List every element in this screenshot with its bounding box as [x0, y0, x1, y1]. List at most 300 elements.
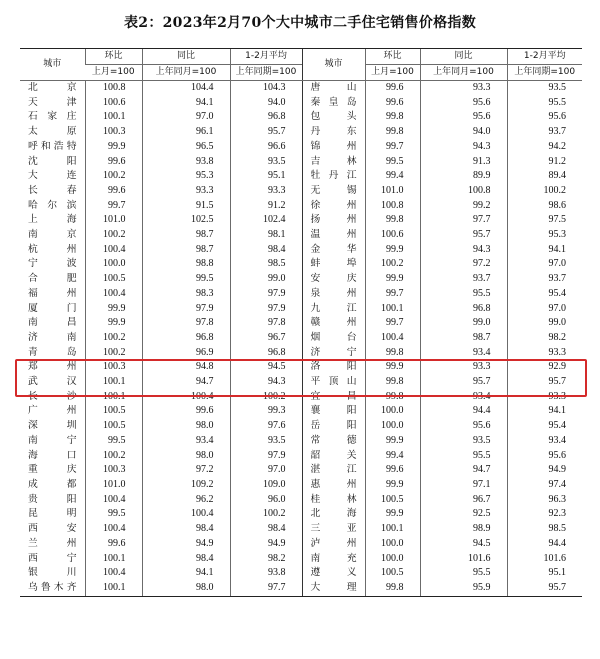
- yoy-cell: 93.5: [420, 434, 507, 449]
- avg-cell: 99.3: [230, 404, 302, 419]
- table-row: [20, 566, 582, 581]
- yoy-cell: 95.3: [142, 169, 230, 184]
- avg-cell: 94.2: [507, 140, 582, 155]
- city-header: 城市: [302, 49, 365, 81]
- yoy-base-header: 上年同月=100: [420, 65, 507, 81]
- city-cell: 沈 阳: [28, 155, 77, 167]
- avg-cell: 98.6: [507, 199, 582, 214]
- mom-cell: 100.8: [365, 199, 420, 214]
- table-body: [20, 81, 582, 597]
- yoy-cell: 100.4: [142, 390, 230, 405]
- city-cell: 吉 林: [302, 155, 365, 170]
- mom-cell: 100.2: [85, 228, 142, 243]
- avg-cell: 93.5: [230, 434, 302, 449]
- city-cell: 北 京: [28, 82, 77, 93]
- mom-cell: 100.3: [85, 463, 142, 478]
- avg-cell: 102.4: [230, 213, 302, 228]
- avg-cell: 93.4: [507, 434, 582, 449]
- yoy-cell: 94.3: [420, 140, 507, 155]
- mom-cell: 99.9: [365, 360, 420, 375]
- avg-header: 1-2月平均: [230, 49, 302, 65]
- city-cell: 温 州: [302, 228, 365, 243]
- yoy-header: 同比: [420, 49, 507, 65]
- city-cell: 郑 州: [28, 361, 77, 373]
- table-row: [20, 552, 582, 567]
- city-cell: 大 理: [302, 581, 365, 596]
- city-cell: 秦皇岛: [302, 96, 365, 111]
- yoy-cell: 97.7: [420, 213, 507, 228]
- mom-cell: 99.5: [85, 434, 142, 449]
- city-cell: 徐 州: [302, 199, 365, 214]
- city-cell: 宜 昌: [302, 390, 365, 405]
- yoy-cell: 94.4: [420, 404, 507, 419]
- city-cell: 贵 阳: [28, 493, 77, 505]
- avg-cell: 95.3: [507, 228, 582, 243]
- avg-cell: 99.0: [507, 316, 582, 331]
- avg-cell: 94.4: [507, 537, 582, 552]
- yoy-cell: 109.2: [142, 478, 230, 493]
- yoy-cell: 95.7: [420, 228, 507, 243]
- city-cell: 重 庆: [28, 464, 77, 476]
- yoy-cell: 98.7: [142, 243, 230, 258]
- table-row: [20, 125, 582, 140]
- table-row: [20, 228, 582, 243]
- mom-cell: 99.9: [365, 478, 420, 493]
- table-row: [20, 316, 582, 331]
- city-cell: 安 庆: [302, 272, 365, 287]
- avg-cell: 93.7: [507, 272, 582, 287]
- yoy-cell: 98.3: [142, 287, 230, 302]
- avg-base-header: 上年同期=100: [507, 65, 582, 81]
- city-cell: 常 德: [302, 434, 365, 449]
- city-cell: 九 江: [302, 302, 365, 317]
- avg-cell: 95.1: [230, 169, 302, 184]
- mom-cell: 99.8: [365, 346, 420, 361]
- table-row: [20, 96, 582, 111]
- mom-cell: 99.4: [365, 449, 420, 464]
- avg-cell: 96.8: [230, 110, 302, 125]
- table-row: [20, 581, 582, 596]
- mom-cell: 100.0: [365, 537, 420, 552]
- yoy-cell: 98.8: [142, 257, 230, 272]
- avg-cell: 96.7: [230, 331, 302, 346]
- table-row: [20, 140, 582, 155]
- avg-cell: 93.3: [230, 184, 302, 199]
- avg-cell: 97.9: [230, 302, 302, 317]
- mom-cell: 100.4: [85, 522, 142, 537]
- mom-base-header: 上月=100: [85, 65, 142, 81]
- city-cell: 蚌 埠: [302, 257, 365, 272]
- header-row: [20, 49, 582, 65]
- avg-cell: 95.4: [507, 287, 582, 302]
- mom-cell: 99.9: [365, 507, 420, 522]
- mom-cell: 99.6: [85, 184, 142, 199]
- mom-cell: 101.0: [85, 478, 142, 493]
- mom-cell: 101.0: [85, 213, 142, 228]
- yoy-cell: 93.4: [420, 346, 507, 361]
- yoy-cell: 94.5: [420, 537, 507, 552]
- yoy-cell: 95.6: [420, 96, 507, 111]
- city-cell: 西 宁: [28, 552, 77, 564]
- city-cell: 石家庄: [28, 111, 77, 123]
- yoy-cell: 97.2: [420, 257, 507, 272]
- avg-cell: 100.2: [507, 184, 582, 199]
- avg-cell: 101.6: [507, 552, 582, 567]
- avg-cell: 98.4: [230, 243, 302, 258]
- table-row: [20, 434, 582, 449]
- mom-cell: 99.9: [365, 243, 420, 258]
- avg-cell: 94.9: [230, 537, 302, 552]
- yoy-header: 同比: [142, 49, 230, 65]
- yoy-cell: 97.1: [420, 478, 507, 493]
- city-cell: 烟 台: [302, 331, 365, 346]
- yoy-cell: 98.4: [142, 522, 230, 537]
- yoy-cell: 97.8: [142, 316, 230, 331]
- yoy-cell: 96.5: [142, 140, 230, 155]
- yoy-cell: 102.5: [142, 213, 230, 228]
- avg-cell: 96.0: [230, 493, 302, 508]
- avg-cell: 95.5: [507, 96, 582, 111]
- city-cell: 银 川: [28, 567, 77, 579]
- table-row: [20, 213, 582, 228]
- city-cell: 泸 州: [302, 537, 365, 552]
- avg-cell: 96.8: [230, 346, 302, 361]
- avg-cell: 97.7: [230, 581, 302, 596]
- city-cell: 长 沙: [28, 390, 77, 402]
- table-row: [20, 375, 582, 390]
- city-cell: 上 海: [28, 214, 77, 226]
- yoy-cell: 104.4: [142, 81, 230, 96]
- city-cell: 南 京: [28, 229, 77, 241]
- yoy-cell: 96.2: [142, 493, 230, 508]
- avg-cell: 97.4: [507, 478, 582, 493]
- city-cell: 哈尔滨: [28, 199, 77, 211]
- city-cell: 南 充: [302, 552, 365, 567]
- yoy-cell: 94.3: [420, 243, 507, 258]
- avg-cell: 97.8: [230, 316, 302, 331]
- yoy-cell: 94.8: [142, 360, 230, 375]
- mom-cell: 100.2: [85, 449, 142, 464]
- city-cell: 扬 州: [302, 213, 365, 228]
- city-cell: 武 汉: [28, 376, 77, 388]
- city-cell: 海 口: [28, 449, 77, 461]
- mom-cell: 100.5: [365, 493, 420, 508]
- mom-cell: 99.9: [85, 316, 142, 331]
- table-row: [20, 257, 582, 272]
- mom-cell: 100.4: [365, 331, 420, 346]
- yoy-cell: 101.6: [420, 552, 507, 567]
- avg-cell: 94.3: [230, 375, 302, 390]
- city-cell: 牡丹江: [302, 169, 365, 184]
- avg-cell: 98.1: [230, 228, 302, 243]
- mom-cell: 100.1: [85, 552, 142, 567]
- yoy-cell: 99.2: [420, 199, 507, 214]
- yoy-cell: 95.6: [420, 419, 507, 434]
- avg-cell: 104.3: [230, 81, 302, 96]
- avg-cell: 94.9: [507, 463, 582, 478]
- yoy-cell: 100.8: [420, 184, 507, 199]
- mom-cell: 99.6: [85, 537, 142, 552]
- mom-cell: 100.6: [365, 228, 420, 243]
- avg-cell: 94.1: [507, 404, 582, 419]
- table-row: [20, 493, 582, 508]
- city-cell: 太 原: [28, 126, 77, 138]
- city-cell: 厦 门: [28, 302, 77, 314]
- city-cell: 岳 阳: [302, 419, 365, 434]
- avg-header: 1-2月平均: [507, 49, 582, 65]
- avg-cell: 92.3: [507, 507, 582, 522]
- city-cell: 湛 江: [302, 463, 365, 478]
- city-cell: 洛 阳: [302, 360, 365, 375]
- mom-cell: 100.2: [85, 331, 142, 346]
- avg-cell: 97.0: [507, 302, 582, 317]
- mom-cell: 100.1: [85, 581, 142, 596]
- yoy-cell: 94.0: [420, 125, 507, 140]
- table-row: [20, 478, 582, 493]
- yoy-cell: 91.3: [420, 155, 507, 170]
- avg-cell: 96.3: [507, 493, 582, 508]
- city-cell: 丹 东: [302, 125, 365, 140]
- avg-cell: 94.1: [507, 243, 582, 258]
- city-cell: 韶 关: [302, 449, 365, 464]
- avg-cell: 109.0: [230, 478, 302, 493]
- city-cell: 桂 林: [302, 493, 365, 508]
- mom-cell: 100.4: [85, 566, 142, 581]
- yoy-cell: 93.3: [420, 81, 507, 96]
- avg-cell: 93.5: [507, 81, 582, 96]
- mom-cell: 100.4: [85, 287, 142, 302]
- mom-cell: 99.9: [85, 302, 142, 317]
- avg-cell: 98.5: [230, 257, 302, 272]
- yoy-cell: 98.0: [142, 449, 230, 464]
- city-cell: 泉 州: [302, 287, 365, 302]
- city-cell: 大 连: [28, 170, 77, 182]
- yoy-cell: 94.9: [142, 537, 230, 552]
- mom-cell: 99.8: [365, 581, 420, 596]
- mom-cell: 99.7: [85, 199, 142, 214]
- yoy-cell: 99.5: [142, 272, 230, 287]
- yoy-cell: 98.4: [142, 552, 230, 567]
- city-cell: 南 昌: [28, 317, 77, 329]
- yoy-cell: 94.7: [420, 463, 507, 478]
- avg-cell: 96.6: [230, 140, 302, 155]
- avg-cell: 98.2: [230, 552, 302, 567]
- city-cell: 无 锡: [302, 184, 365, 199]
- yoy-cell: 100.4: [142, 507, 230, 522]
- mom-cell: 100.6: [85, 96, 142, 111]
- yoy-cell: 96.1: [142, 125, 230, 140]
- yoy-cell: 91.5: [142, 199, 230, 214]
- avg-cell: 94.5: [230, 360, 302, 375]
- yoy-cell: 94.1: [142, 96, 230, 111]
- mom-cell: 99.9: [365, 272, 420, 287]
- table-row: [20, 155, 582, 170]
- mom-cell: 99.6: [365, 96, 420, 111]
- mom-cell: 100.1: [365, 522, 420, 537]
- avg-cell: 98.2: [507, 331, 582, 346]
- mom-cell: 99.7: [365, 140, 420, 155]
- mom-cell: 99.5: [365, 155, 420, 170]
- mom-cell: 100.2: [365, 257, 420, 272]
- city-cell: 长 春: [28, 184, 77, 196]
- yoy-cell: 99.0: [420, 316, 507, 331]
- table-row: [20, 199, 582, 214]
- mom-cell: 99.6: [85, 155, 142, 170]
- mom-cell: 100.3: [85, 125, 142, 140]
- city-cell: 唐 山: [302, 81, 365, 96]
- yoy-cell: 95.6: [420, 110, 507, 125]
- city-cell: 呼和浩特: [28, 140, 77, 152]
- city-cell: 包 头: [302, 110, 365, 125]
- city-cell: 合 肥: [28, 273, 77, 285]
- price-index-table: [20, 48, 582, 597]
- page-title: 表2：2023年2月70个大中城市二手住宅销售价格指数: [123, 15, 477, 31]
- mom-cell: 100.2: [85, 346, 142, 361]
- table-row: [20, 272, 582, 287]
- yoy-cell: 96.8: [420, 302, 507, 317]
- table-row: [20, 346, 582, 361]
- mom-cell: 100.0: [85, 257, 142, 272]
- mom-cell: 99.7: [365, 287, 420, 302]
- city-cell: 成 都: [28, 478, 77, 490]
- mom-cell: 100.4: [85, 493, 142, 508]
- mom-cell: 100.4: [85, 243, 142, 258]
- city-cell: 平顶山: [302, 375, 365, 390]
- city-header: 城市: [20, 49, 85, 81]
- yoy-cell: 97.2: [142, 463, 230, 478]
- table-row: [20, 449, 582, 464]
- yoy-cell: 98.7: [420, 331, 507, 346]
- city-cell: 兰 州: [28, 537, 77, 549]
- mom-cell: 99.8: [365, 213, 420, 228]
- mom-cell: 100.1: [85, 375, 142, 390]
- table-row: [20, 419, 582, 434]
- mom-cell: 99.9: [85, 140, 142, 155]
- avg-cell: 94.0: [230, 96, 302, 111]
- city-cell: 惠 州: [302, 478, 365, 493]
- city-cell: 济 宁: [302, 346, 365, 361]
- city-cell: 宁 波: [28, 258, 77, 270]
- mom-cell: 100.0: [365, 419, 420, 434]
- yoy-cell: 95.5: [420, 287, 507, 302]
- yoy-cell: 96.9: [142, 346, 230, 361]
- avg-cell: 89.4: [507, 169, 582, 184]
- avg-cell: 97.0: [507, 257, 582, 272]
- avg-cell: 93.7: [507, 125, 582, 140]
- avg-cell: 93.3: [507, 390, 582, 405]
- table-row: [20, 302, 582, 317]
- yoy-cell: 97.0: [142, 110, 230, 125]
- avg-cell: 97.0: [230, 463, 302, 478]
- mom-cell: 99.8: [365, 375, 420, 390]
- avg-cell: 98.4: [230, 522, 302, 537]
- mom-cell: 99.7: [365, 316, 420, 331]
- city-cell: 深 圳: [28, 420, 77, 432]
- yoy-cell: 98.0: [142, 419, 230, 434]
- city-cell: 金 华: [302, 243, 365, 258]
- table-row: [20, 287, 582, 302]
- mom-cell: 101.0: [365, 184, 420, 199]
- mom-header: 环比: [85, 49, 142, 65]
- city-cell: 赣 州: [302, 316, 365, 331]
- avg-cell: 97.5: [507, 213, 582, 228]
- table-row: [20, 169, 582, 184]
- mom-cell: 99.9: [365, 434, 420, 449]
- table-row: [20, 360, 582, 375]
- yoy-cell: 92.5: [420, 507, 507, 522]
- yoy-cell: 97.9: [142, 302, 230, 317]
- city-cell: 天 津: [28, 96, 77, 108]
- avg-cell: 95.4: [507, 419, 582, 434]
- city-cell: 遵 义: [302, 566, 365, 581]
- table-row: [20, 507, 582, 522]
- yoy-cell: 95.5: [420, 449, 507, 464]
- mom-cell: 100.2: [85, 169, 142, 184]
- mom-cell: 100.8: [85, 81, 142, 96]
- table-row: [20, 81, 582, 96]
- mom-base-header: 上月=100: [365, 65, 420, 81]
- avg-cell: 100.2: [230, 390, 302, 405]
- yoy-cell: 94.7: [142, 375, 230, 390]
- mom-cell: 100.0: [365, 404, 420, 419]
- mom-header: 环比: [365, 49, 420, 65]
- table-row: [20, 110, 582, 125]
- avg-cell: 91.2: [507, 155, 582, 170]
- city-cell: 杭 州: [28, 243, 77, 255]
- mom-cell: 99.8: [365, 110, 420, 125]
- yoy-cell: 98.9: [420, 522, 507, 537]
- table-row: [20, 404, 582, 419]
- avg-cell: 95.7: [507, 581, 582, 596]
- city-cell: 济 南: [28, 331, 77, 343]
- city-cell: 西 安: [28, 523, 77, 535]
- avg-cell: 97.9: [230, 287, 302, 302]
- mom-cell: 100.5: [85, 404, 142, 419]
- yoy-cell: 94.1: [142, 566, 230, 581]
- avg-cell: 93.8: [230, 566, 302, 581]
- subheader-row: [20, 65, 582, 81]
- yoy-cell: 93.3: [142, 184, 230, 199]
- avg-cell: 97.6: [230, 419, 302, 434]
- mom-cell: 100.1: [365, 302, 420, 317]
- avg-cell: 95.1: [507, 566, 582, 581]
- yoy-cell: 93.7: [420, 272, 507, 287]
- yoy-base-header: 上年同月=100: [142, 65, 230, 81]
- city-cell: 锦 州: [302, 140, 365, 155]
- yoy-cell: 95.5: [420, 566, 507, 581]
- table-row: [20, 537, 582, 552]
- mom-cell: 100.1: [85, 110, 142, 125]
- mom-cell: 99.6: [365, 463, 420, 478]
- table-row: [20, 463, 582, 478]
- yoy-cell: 99.6: [142, 404, 230, 419]
- avg-cell: 97.9: [230, 449, 302, 464]
- mom-cell: 100.5: [85, 272, 142, 287]
- city-cell: 福 州: [28, 287, 77, 299]
- avg-cell: 95.6: [507, 449, 582, 464]
- avg-cell: 95.7: [230, 125, 302, 140]
- yoy-cell: 95.7: [420, 375, 507, 390]
- avg-base-header: 上年同期=100: [230, 65, 302, 81]
- yoy-cell: 93.4: [420, 390, 507, 405]
- city-cell: 襄 阳: [302, 404, 365, 419]
- mom-cell: 100.5: [85, 419, 142, 434]
- yoy-cell: 93.4: [142, 434, 230, 449]
- yoy-cell: 96.7: [420, 493, 507, 508]
- city-cell: 北 海: [302, 507, 365, 522]
- mom-cell: 99.8: [365, 125, 420, 140]
- yoy-cell: 96.8: [142, 331, 230, 346]
